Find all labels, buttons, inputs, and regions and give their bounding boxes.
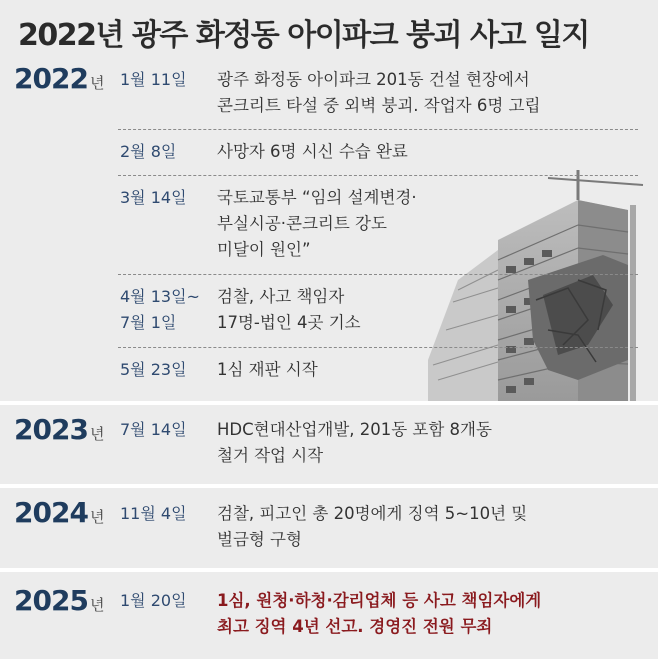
event-date: 7월 14일: [120, 420, 187, 439]
event-description-line: 미달이 원인”: [217, 240, 311, 259]
event-date: 3월 14일: [120, 188, 187, 207]
event-description-line: 콘크리트 타설 중 외벽 붕괴. 작업자 6명 고립: [217, 96, 541, 115]
event-description-line: 1심 재판 시작: [217, 360, 318, 379]
event-date: 1월 20일: [120, 591, 187, 610]
event-description-line: 17명-법인 4곳 기소: [217, 313, 361, 332]
section-2022: [0, 58, 658, 401]
event-description-line: 국토교통부 “임의 설계변경·: [217, 188, 417, 207]
event-description-line: 광주 화정동 아이파크 201동 건설 현장에서: [217, 70, 530, 89]
event-date: 11월 4일: [120, 504, 187, 523]
event-divider: [118, 274, 638, 275]
event-divider: [118, 129, 638, 130]
event-date: 2월 8일: [120, 142, 177, 161]
event-description-line-highlight: 최고 징역 4년 선고. 경영진 전원 무죄: [217, 617, 493, 636]
collapsed-building-photo-icon: [428, 130, 658, 401]
event-description-line: 철거 작업 시작: [217, 446, 324, 465]
event-description-line: HDC현대산업개발, 201동 포함 8개동: [217, 420, 492, 439]
page-title: 2022년 광주 화정동 아이파크 붕괴 사고 일지: [18, 18, 589, 53]
event-date: 7월 1일: [120, 313, 177, 332]
event-description-line: 검찰, 피고인 총 20명에게 징역 5~10년 및: [217, 504, 528, 523]
year-label-2023: 2023 년: [14, 413, 105, 446]
event-description-line: 부실시공·콘크리트 강도: [217, 214, 387, 233]
event-description-line: 검찰, 사고 책임자: [217, 287, 345, 306]
section-2025: [0, 572, 658, 659]
event-description-line-highlight: 1심, 원청·하청·감리업체 등 사고 책임자에게: [217, 591, 542, 610]
year-label-2022: 2022 년: [14, 62, 105, 95]
year-label-2025: 2025 년: [14, 584, 105, 617]
event-description-line: 벌금형 구형: [217, 530, 302, 549]
event-divider: [118, 347, 638, 348]
event-date: 4월 13일~: [120, 287, 200, 306]
event-date: 1월 11일: [120, 70, 187, 89]
section-2023: [0, 405, 658, 484]
section-2024: [0, 488, 658, 568]
event-divider: [118, 175, 638, 176]
year-label-2024: 2024 년: [14, 496, 105, 529]
event-date: 5월 23일: [120, 360, 187, 379]
event-description-line: 사망자 6명 시신 수습 완료: [217, 142, 408, 161]
